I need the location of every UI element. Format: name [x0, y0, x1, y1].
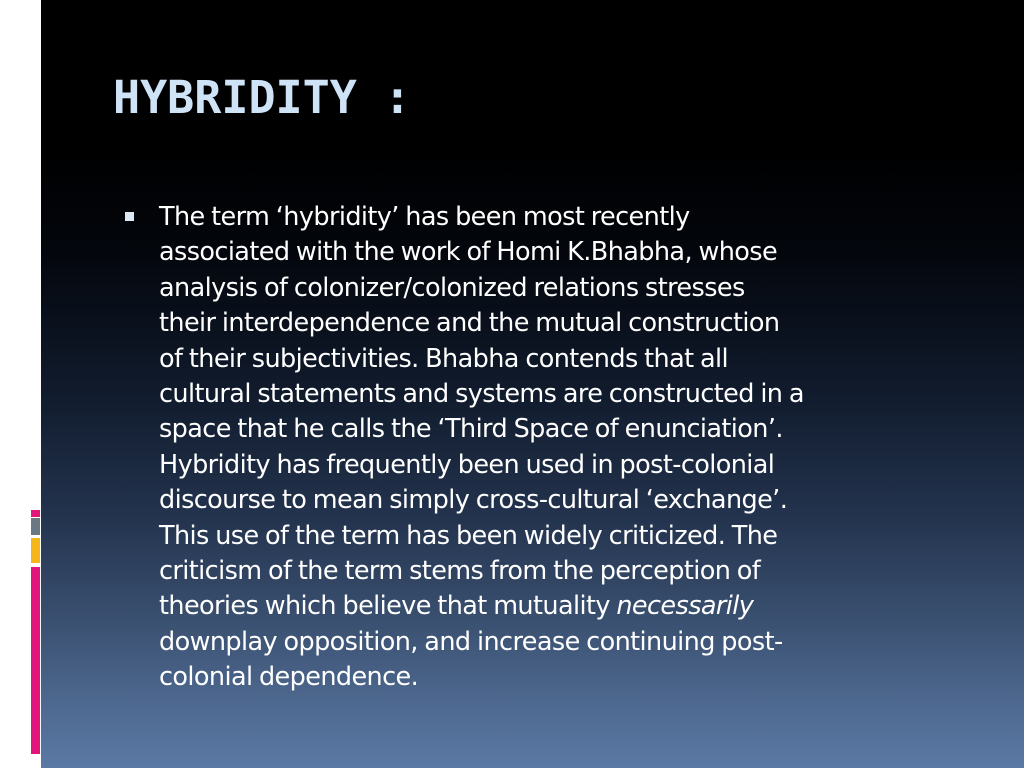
paragraph-line: space that he calls the ‘Third Space of enunciation’.	[159, 414, 783, 445]
bullet-paragraph	[159, 200, 979, 696]
paragraph-line: discourse to mean simply cross-cultural ‘exchange’.	[159, 485, 788, 516]
accent-bar-pink-long	[31, 567, 40, 754]
paragraph-line: This use of the term has been widely criticized. The	[159, 520, 778, 551]
paragraph-line: analysis of colonizer/colonized relations stresses	[159, 272, 745, 303]
paragraph-line: colonial dependence.	[159, 662, 419, 693]
paragraph-line: The term ‘hybridity’ has been most recently	[159, 202, 690, 232]
paragraph-line: their interdependence and the mutual construction	[159, 308, 780, 339]
paragraph-line: Hybridity has frequently been used in post-colonial	[159, 449, 775, 480]
paragraph-line: cultural statements and systems are constructed in a	[159, 379, 804, 410]
paragraph-line: of their subjectivities. Bhabha contends that all	[159, 343, 729, 374]
square-bullet-icon	[125, 212, 134, 221]
accent-bar-gray	[31, 518, 40, 535]
paragraph-line: criticism of the term stems from the perception of	[159, 556, 761, 587]
accent-bar-pink-small	[31, 510, 40, 517]
line-text: theories which believe that mutuality	[159, 591, 617, 622]
slide-title: HYBRIDITY :	[113, 71, 412, 124]
paragraph-line	[159, 589, 979, 624]
accent-bar-gold	[31, 538, 40, 563]
paragraph-line: downplay opposition, and increase continuing post-	[159, 626, 783, 657]
paragraph-line: associated with the work of Homi K.Bhabha, whose	[159, 237, 778, 268]
emphasized-word: necessarily	[616, 591, 754, 622]
